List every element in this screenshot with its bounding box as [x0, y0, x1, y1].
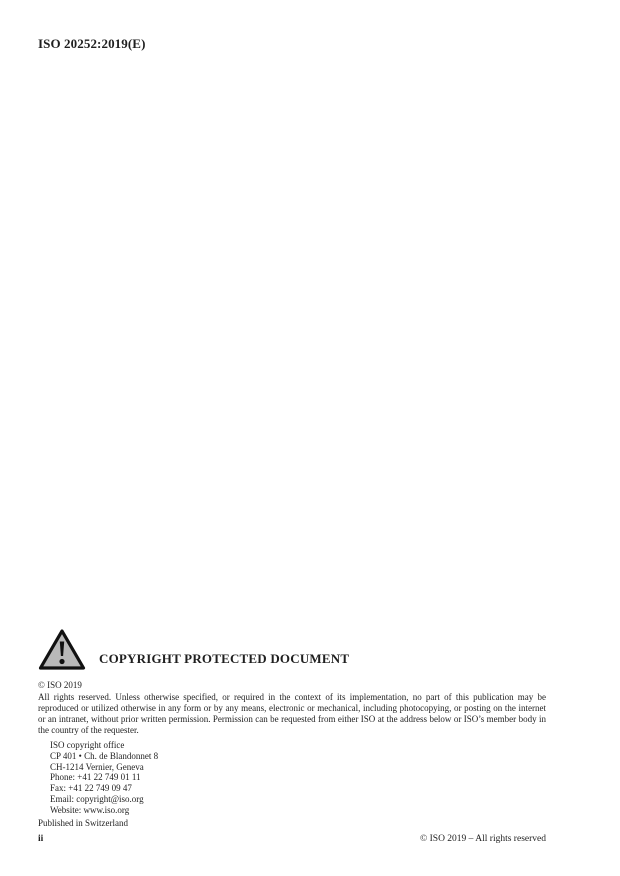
copyright-section — [38, 628, 546, 829]
address-line-fax: Fax: +41 22 749 09 47 — [50, 783, 132, 794]
address-line-website: Website: www.iso.org — [50, 804, 130, 815]
address-line-street: CP 401 • Ch. de Blandonnet 8 — [50, 750, 159, 761]
address-block — [38, 740, 546, 816]
copyright-body-text: All rights reserved. Unless otherwise specified, or required in the context of its implementation, no part of this publication may be reproduced or utilized otherwise in any form or by any means, electronic or mechanical, including photocopying, or posting on the internet or an intranet, without prior written permission. Permission can be requested from either ISO at the address below or ISO’s member body in the country of the requester. — [38, 692, 546, 735]
address-line-office: ISO copyright office — [50, 740, 125, 750]
address-line-phone: Phone: +41 22 749 01 11 — [50, 772, 141, 783]
footer-copyright-notice: © ISO 2019 – All rights reserved — [420, 834, 546, 844]
page-footer — [38, 834, 546, 844]
copyright-year-line: © ISO 2019 — [38, 680, 82, 690]
document-reference: ISO 20252:2019(E) — [38, 36, 146, 51]
page-number: ii — [38, 834, 44, 844]
published-line: Published in Switzerland — [38, 817, 128, 828]
copyright-protected-heading: COPYRIGHT PROTECTED DOCUMENT — [99, 651, 350, 666]
address-line-city: CH-1214 Vernier, Geneva — [50, 761, 144, 772]
copyright-heading-row — [38, 628, 546, 672]
address-line-email: Email: copyright@iso.org — [50, 793, 144, 804]
warning-triangle-icon — [38, 628, 86, 672]
